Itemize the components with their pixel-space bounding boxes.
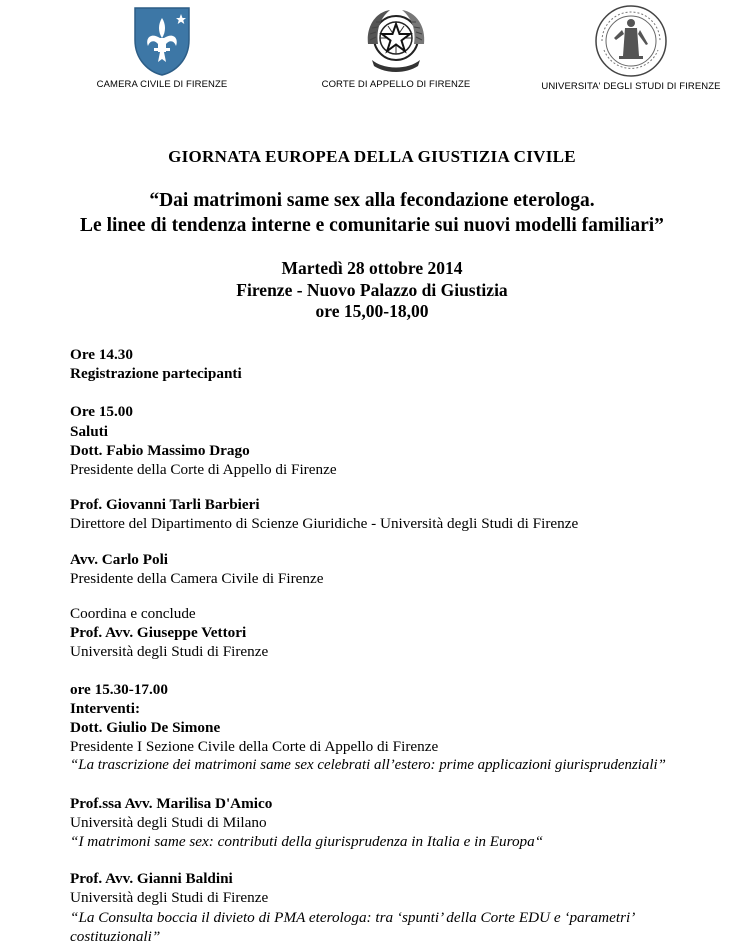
event-hours: ore 15,00-18,00 bbox=[315, 301, 429, 321]
speaker-name: Dott. Giulio De Simone bbox=[70, 719, 221, 737]
logo-caption-corte-appello: CORTE DI APPELLO DI FIRENZE bbox=[321, 79, 471, 90]
talk-topic: “La Consulta boccia il divieto di PMA eterologa: tra ‘spunti’ della Corte EDU e ‘parametri’ costituzionali” bbox=[70, 908, 634, 945]
logo-caption-universita: UNIVERSITA' DEGLI STUDI DI FIRENZE bbox=[541, 81, 721, 92]
speaker-name: Dott. Fabio Massimo Drago bbox=[70, 441, 250, 459]
speaker-role: Direttore del Dipartimento di Scienze Giuridiche - Università degli Studi di Firenze bbox=[70, 515, 579, 533]
logo-universita bbox=[540, 4, 722, 92]
speaker-role: Presidente della Corte di Appello di Firenze bbox=[70, 461, 337, 479]
speaker-name: Prof. Giovanni Tarli Barbieri bbox=[70, 496, 260, 514]
event-heading: GIORNATA EUROPEA DELLA GIUSTIZIA CIVILE bbox=[168, 147, 576, 166]
speaker-role: Università degli Studi di Milano bbox=[70, 813, 267, 831]
coordinator-intro: Coordina e conclude bbox=[70, 605, 196, 623]
program bbox=[70, 345, 740, 946]
coordinator-name: Prof. Avv. Giuseppe Vettori bbox=[70, 624, 247, 642]
greetings-time: Ore 15.00 bbox=[70, 403, 133, 421]
speaker-role: Presidente I Sezione Civile della Corte di Appello di Firenze bbox=[70, 738, 439, 756]
talk-topic: “I matrimoni same sex: contributi della giurisprudenza in Italia e in Europa“ bbox=[70, 833, 544, 851]
event-details bbox=[0, 258, 744, 323]
speaker-role: Presidente della Camera Civile di Firenze bbox=[70, 569, 324, 587]
speaker-role: Università degli Studi di Firenze bbox=[70, 889, 269, 907]
event-date: Martedì 28 ottobre 2014 bbox=[281, 258, 463, 278]
event-title-line-2: Le linee di tendenza interne e comunitarie sui nuovi modelli familiari” bbox=[80, 215, 664, 236]
speaker-name: Prof. Avv. Gianni Baldini bbox=[70, 870, 233, 888]
logo-camera-civile bbox=[82, 4, 242, 90]
speaker-name: Avv. Carlo Poli bbox=[70, 550, 169, 568]
event-place: Firenze - Nuovo Palazzo di Giustizia bbox=[236, 279, 508, 300]
greetings-label: Saluti bbox=[70, 422, 108, 440]
talks-label: Interventi: bbox=[70, 699, 141, 717]
logo-caption-camera-civile: CAMERA CIVILE DI FIRENZE bbox=[96, 79, 228, 90]
registration-label: Registrazione partecipanti bbox=[70, 365, 242, 383]
logo-header bbox=[0, 0, 744, 95]
florence-lily-shield-icon bbox=[131, 4, 193, 76]
coordinator-role: Università degli Studi di Firenze bbox=[70, 643, 269, 661]
talk-topic: “La trascrizione dei matrimoni same sex celebrati all’estero: prime applicazioni giurisprudenziali” bbox=[70, 757, 666, 774]
registration-time: Ore 14.30 bbox=[70, 346, 133, 363]
university-seal-icon bbox=[592, 4, 670, 78]
event-title bbox=[0, 188, 744, 238]
italian-republic-emblem-icon bbox=[358, 4, 434, 76]
logo-corte-appello bbox=[314, 4, 478, 90]
talks-time: ore 15.30-17.00 bbox=[70, 680, 168, 698]
speaker-name: Prof.ssa Avv. Marilisa D'Amico bbox=[70, 794, 273, 812]
event-title-line-1: “Dai matrimoni same sex alla fecondazione eterologa. bbox=[149, 190, 595, 211]
